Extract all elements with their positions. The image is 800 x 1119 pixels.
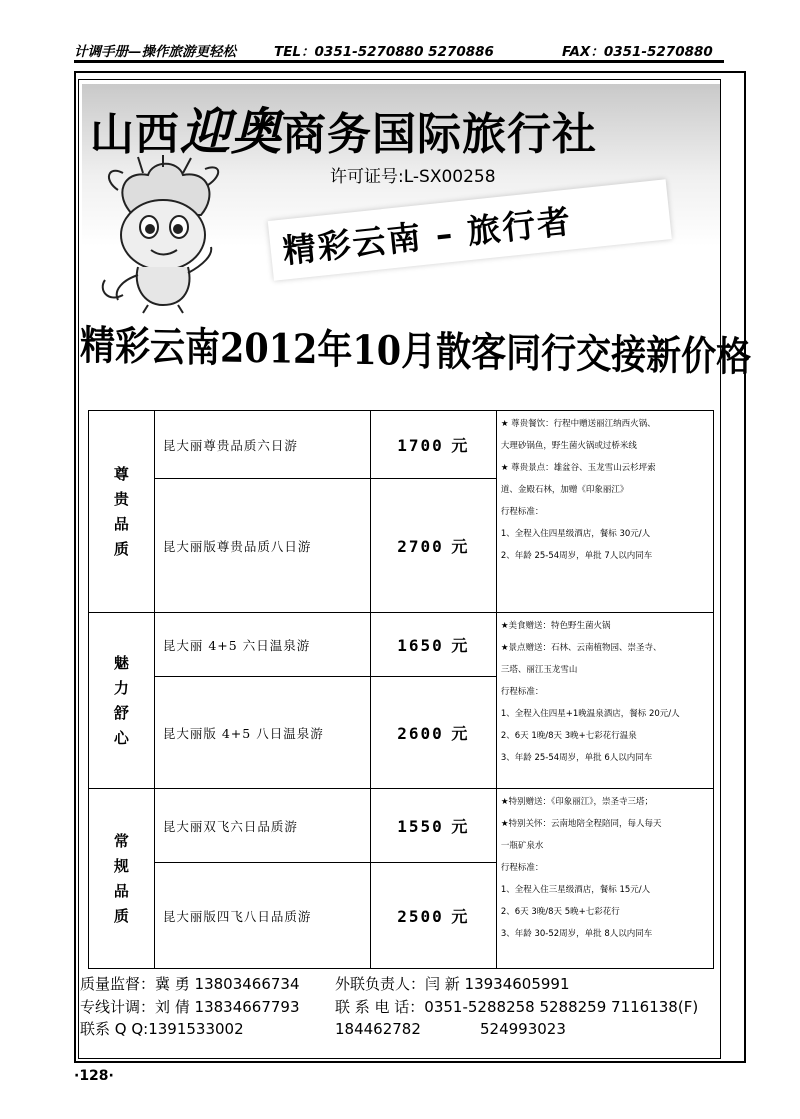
route-price: 2500 元 <box>370 863 496 969</box>
table-row <box>89 789 714 863</box>
category-label: 尊 贵 品 质 <box>89 411 155 613</box>
slogan-text: 精彩云南 – 旅行者 <box>280 201 574 271</box>
route-price: 1550 元 <box>370 789 496 863</box>
license-number: 许可证号:L-SX00258 <box>330 167 496 187</box>
category-notes: ★ 尊贵餐饮：行程中赠送丽江纳西火锅、 大理砂锅鱼，野生菌火锅或过桥米线 ★ 尊贵景点：雄盆谷、玉龙雪山云杉坪索 道、金殿石林，加赠《印象丽江》 行程标准： 1、全程入住四星级酒店，餐标 30元/人 2、年龄 25-54周岁，单批 7人以内同车 <box>496 411 713 613</box>
header-tagline: 计调手册—操作旅游更轻松 <box>74 44 236 60</box>
route-name: 昆大丽版四飞八日品质游 <box>154 863 370 969</box>
contact-row <box>80 973 730 996</box>
route-name: 昆大丽 4+5 六日温泉游 <box>154 613 370 677</box>
contact-phone: 联 系 电 话：0351-5288258 5288259 7116138(F) <box>335 997 699 1016</box>
contact-qq-3: 524993023 <box>480 1020 566 1038</box>
contact-qq-1: 联系 Q Q:1391533002 <box>80 1020 244 1038</box>
category-notes: ★美食赠送：特色野生菌火锅 ★景点赠送：石林、云南植物园、崇圣寺、 三塔、丽江玉龙雪山 行程标准： 1、全程入住四星+1晚温泉酒店，餐标 20元/人 2、6天 1晚/8天 3晚+七彩花行温泉 3、年龄 25-54周岁，单批 6人以内同车 <box>496 613 713 789</box>
category-label: 魅 力 舒 心 <box>89 613 155 789</box>
contact-planner: 专线计调：刘 倩 13834667793 <box>80 997 300 1016</box>
route-price: 2700 元 <box>370 479 496 613</box>
route-name: 昆大丽版尊贵品质八日游 <box>154 479 370 613</box>
category-label: 常 规 品 质 <box>89 789 155 969</box>
header-fax: FAX：0351-5270880 <box>562 44 713 60</box>
agency-name-part2: 商务国际旅行社 <box>282 109 597 160</box>
route-price: 1700 元 <box>370 411 496 479</box>
agency-logo-text: 迎奥 <box>180 102 282 161</box>
contact-row <box>80 996 730 1019</box>
contact-block <box>80 973 730 1041</box>
route-name: 昆大丽版 4+5 八日温泉游 <box>154 677 370 789</box>
route-price: 1650 元 <box>370 613 496 677</box>
dragon-mascot-icon <box>93 155 233 315</box>
page-number: ·128· <box>74 1068 114 1084</box>
table-row <box>89 411 714 479</box>
contact-row <box>80 1018 730 1041</box>
tour-price-table <box>88 410 714 969</box>
route-name: 昆大丽尊贵品质六日游 <box>154 411 370 479</box>
agency-name <box>90 92 715 160</box>
contact-quality-supervisor: 质量监督：冀 勇 13803466734 <box>80 975 300 993</box>
table-row <box>89 613 714 677</box>
route-price: 2600 元 <box>370 677 496 789</box>
header-bar <box>74 38 724 63</box>
category-notes: ★特别赠送：《印象丽江》，崇圣寺三塔； ★特别关怀：云南地陪全程陪同，每人每天 一瓶矿泉水 行程标准： 1、全程入住三星级酒店，餐标 15元/人 2、6天 3晚/8天 5晚+七彩花行 3、年龄 30-52周岁，单批 8人以内同车 <box>496 789 713 969</box>
contact-external-manager: 外联负责人：闫 新 13934605991 <box>335 975 570 993</box>
header-tel: TEL：0351-5270880 5270886 <box>274 44 494 60</box>
agency-name-part1: 山西 <box>90 109 180 160</box>
contact-qq-2: 184462782 <box>335 1020 421 1038</box>
route-name: 昆大丽双飞六日品质游 <box>154 789 370 863</box>
price-list-title: 精彩云南2012年10月散客同行交接新价格 <box>80 322 752 382</box>
